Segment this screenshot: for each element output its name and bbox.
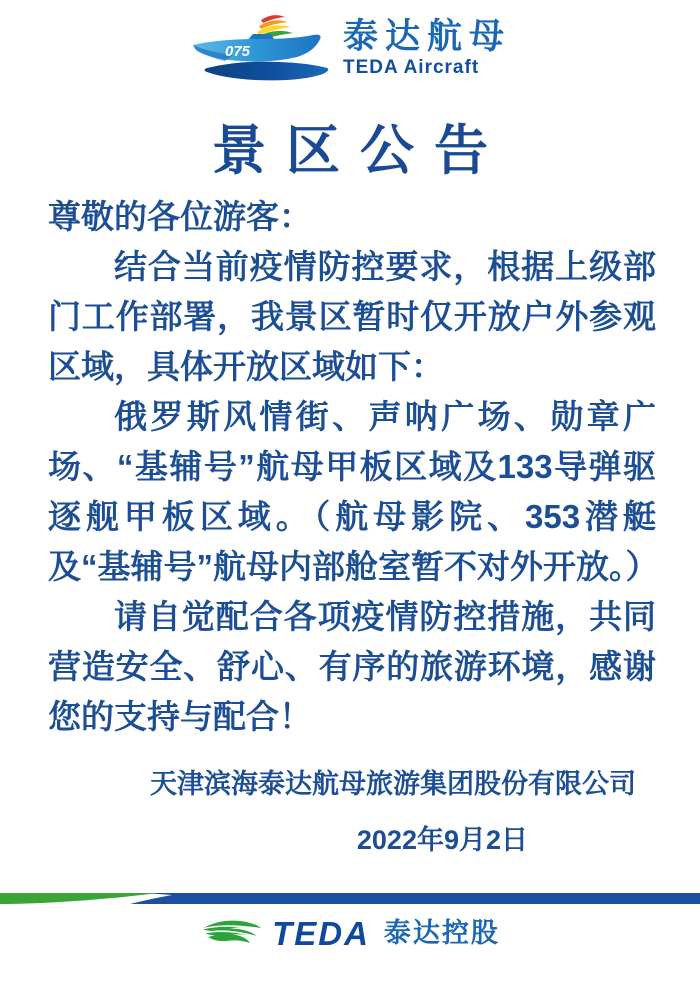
footer-brand-en: TEDA — [272, 914, 370, 952]
signature-company: 天津滨海泰达航母旅游集团股份有限公司 — [150, 769, 636, 799]
notice-date: 2022年9月2日 — [356, 825, 528, 855]
paragraph-3: 请自觉配合各项疫情防控措施，共同营造安全、舒心、有序的旅游环境，感谢您的支持与配合！ — [48, 598, 656, 735]
notice-body — [48, 192, 659, 742]
wave-stroke-icon — [204, 62, 328, 81]
paragraph-2: 俄罗斯风情街、声呐广场、勋章广场、“基辅号”航母甲板区域及133导弹驱逐舰甲板区域。（航母影院、353潜艇及“基辅号”航母内部舱室暂不对外开放。） — [48, 398, 659, 585]
paragraph-1: 结合当前疫情防控要求，根据上级部门工作部署，我景区暂时仅开放户外参观区域，具体开放区域如下： — [48, 248, 656, 385]
header-logo — [0, 6, 700, 86]
brand-name-cn: 泰达航母 — [342, 17, 511, 57]
footer-brand-cn: 泰达控股 — [383, 917, 500, 948]
ship-number-text: 075 — [224, 43, 251, 60]
teda-leaf-icon — [200, 917, 264, 949]
brand-text-block — [343, 19, 511, 79]
footer-bar-blue — [128, 893, 700, 904]
salutation: 尊敬的各位游客： — [48, 198, 312, 235]
aircraft-carrier-logo-icon — [189, 8, 337, 84]
footer-logo — [0, 912, 700, 954]
brand-name-en: TEDA Aircraft — [342, 56, 480, 78]
page-title: 景区公告 — [212, 121, 508, 181]
footer-divider-bar — [0, 893, 700, 904]
